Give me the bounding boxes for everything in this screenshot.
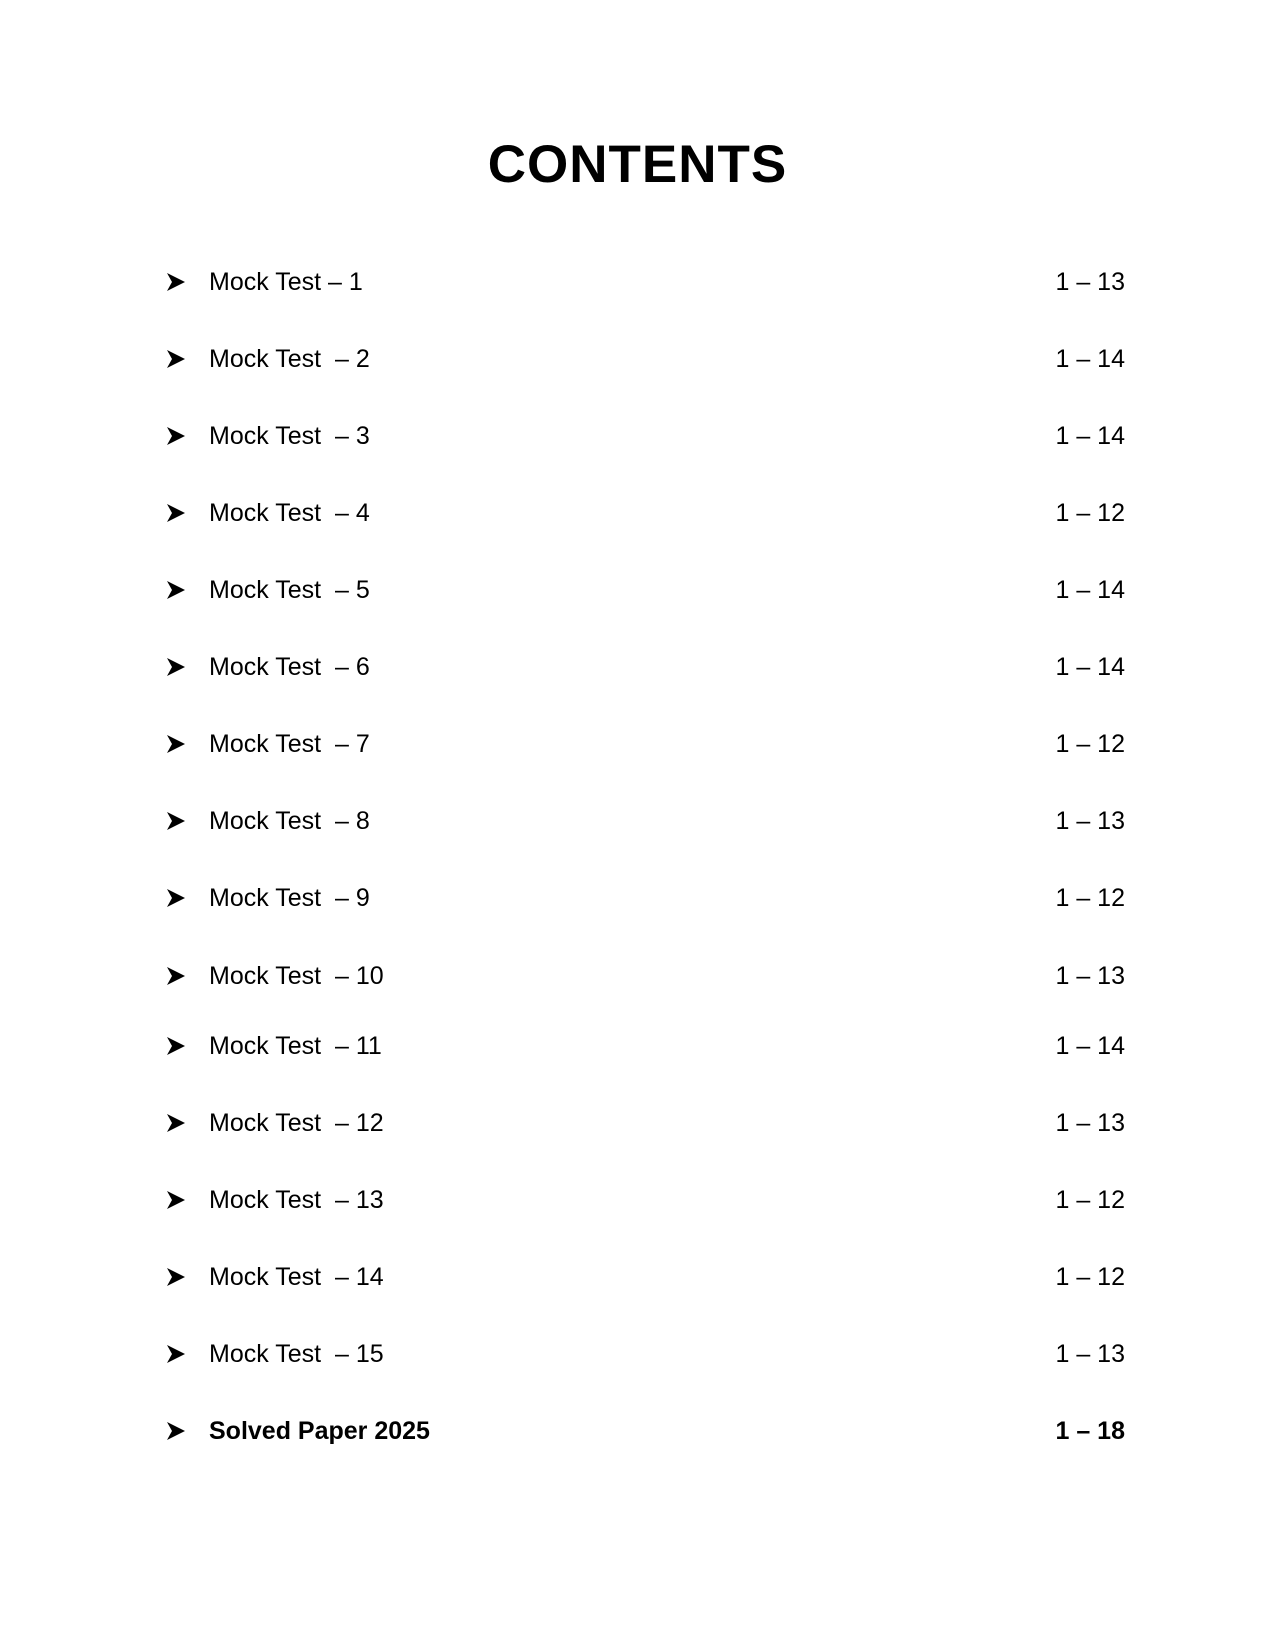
toc-entry[interactable] (0, 1105, 1275, 1141)
toc-entry-label: Solved Paper 2025 (209, 1417, 430, 1445)
toc-entry-pages: 1 – 14 (1055, 653, 1125, 681)
arrowhead-bullet-icon (166, 966, 186, 986)
arrowhead-bullet-icon (166, 349, 186, 369)
arrowhead-bullet-icon (166, 1344, 186, 1364)
arrowhead-bullet-icon (166, 888, 186, 908)
toc-entry-label: Mock Test – 5 (209, 576, 370, 604)
arrowhead-bullet-icon (166, 580, 186, 600)
arrowhead-bullet-icon (166, 1267, 186, 1287)
toc-entry-label: Mock Test – 14 (209, 1263, 384, 1291)
toc-entry-pages: 1 – 12 (1055, 1263, 1125, 1291)
arrowhead-bullet-icon (166, 1036, 186, 1056)
toc-entry-label: Mock Test – 2 (209, 345, 370, 373)
toc-entry-label: Mock Test – 8 (209, 807, 370, 835)
toc-entry-pages: 1 – 13 (1055, 268, 1125, 296)
toc-entry[interactable] (0, 1259, 1275, 1295)
toc-entry[interactable] (0, 1336, 1275, 1372)
toc-entry-label: Mock Test – 12 (209, 1109, 384, 1137)
toc-entry[interactable] (0, 1182, 1275, 1218)
toc-entry[interactable] (0, 803, 1275, 839)
toc-entry-label: Mock Test – 3 (209, 422, 370, 450)
arrowhead-bullet-icon (166, 1113, 186, 1133)
toc-entry-pages: 1 – 14 (1055, 576, 1125, 604)
arrowhead-bullet-icon (166, 272, 186, 292)
toc-entry-pages: 1 – 12 (1055, 730, 1125, 758)
toc-entry-pages: 1 – 13 (1055, 807, 1125, 835)
toc-entry-label: Mock Test – 1 (209, 268, 363, 296)
toc-entry-pages: 1 – 12 (1055, 1186, 1125, 1214)
toc-entry[interactable] (0, 264, 1275, 300)
arrowhead-bullet-icon (166, 426, 186, 446)
arrowhead-bullet-icon (166, 1421, 186, 1441)
toc-entry[interactable] (0, 880, 1275, 916)
toc-entry-solved-paper[interactable] (0, 1413, 1275, 1449)
toc-entry-label: Mock Test – 13 (209, 1186, 384, 1214)
toc-entry-label: Mock Test – 9 (209, 884, 370, 912)
toc-entry-pages: 1 – 13 (1055, 1340, 1125, 1368)
toc-entry[interactable] (0, 572, 1275, 608)
toc-entry-label: Mock Test – 15 (209, 1340, 384, 1368)
toc-entry-pages: 1 – 14 (1055, 1032, 1125, 1060)
toc-entry-label: Mock Test – 6 (209, 653, 370, 681)
arrowhead-bullet-icon (166, 503, 186, 523)
arrowhead-bullet-icon (166, 811, 186, 831)
toc-entry[interactable] (0, 958, 1275, 994)
toc-entry[interactable] (0, 1028, 1275, 1064)
toc-entry-pages: 1 – 12 (1055, 499, 1125, 527)
toc-entry[interactable] (0, 726, 1275, 762)
toc-entry[interactable] (0, 495, 1275, 531)
arrowhead-bullet-icon (166, 657, 186, 677)
toc-entry[interactable] (0, 649, 1275, 685)
toc-entry[interactable] (0, 341, 1275, 377)
toc-entry[interactable] (0, 418, 1275, 454)
arrowhead-bullet-icon (166, 734, 186, 754)
toc-entry-label: Mock Test – 4 (209, 499, 370, 527)
toc-entry-label: Mock Test – 7 (209, 730, 370, 758)
toc-entry-pages: 1 – 14 (1055, 422, 1125, 450)
arrowhead-bullet-icon (166, 1190, 186, 1210)
toc-entry-label: Mock Test – 10 (209, 962, 384, 990)
toc-entry-pages: 1 – 13 (1055, 962, 1125, 990)
toc-entry-label: Mock Test – 11 (209, 1032, 382, 1060)
toc-entry-pages: 1 – 13 (1055, 1109, 1125, 1137)
toc-entry-pages: 1 – 18 (1055, 1417, 1125, 1445)
page-title: CONTENTS (487, 135, 788, 194)
toc-entry-pages: 1 – 14 (1055, 345, 1125, 373)
toc-entry-pages: 1 – 12 (1055, 884, 1125, 912)
